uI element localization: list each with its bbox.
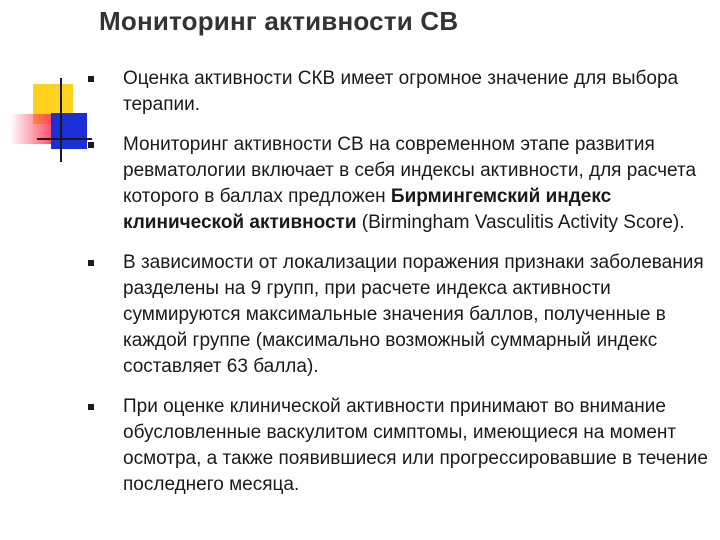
bullet-marker <box>88 76 94 82</box>
bullet-text: В зависимости от локализации поражения признаки заболевания разделены на 9 групп, при расчете индекса активности суммируются максимальные значения баллов, полученные в каждой группе (максимально возможный суммарный индекс составляет 63 балла). <box>123 252 704 377</box>
bullet-item <box>88 250 710 380</box>
bullet-item <box>88 66 710 118</box>
bullet-marker <box>88 404 94 410</box>
blue-square <box>51 113 87 149</box>
bullet-item <box>88 394 710 498</box>
bullet-bold-text: Бирмингемский индекс клинической активности <box>123 186 612 233</box>
bullet-text: Мониторинг активности СВ на современном этапе развития ревматологии включает в себя индексы активности, для расчета которого в баллах предложен <box>123 134 697 207</box>
bullet-text: Оценка активности СКВ имеет огромное значение для выбора терапии. <box>123 68 679 115</box>
slide-title: Мониторинг активности СВ <box>99 6 459 36</box>
bullet-text: При оценке клинической активности принимают во внимание обусловленные васкулитом симптомы, имеющиеся на момент осмотра, а также появившиеся или прогрессировавшие в течение последнего месяца. <box>123 396 708 495</box>
bullet-item <box>88 132 710 236</box>
bullet-marker <box>88 260 94 266</box>
bullet-text: (Birmingham Vasculitis Activity Score). <box>356 212 685 233</box>
bullet-list <box>88 66 710 512</box>
decorative-squares <box>0 0 100 170</box>
bullet-marker <box>88 142 94 148</box>
